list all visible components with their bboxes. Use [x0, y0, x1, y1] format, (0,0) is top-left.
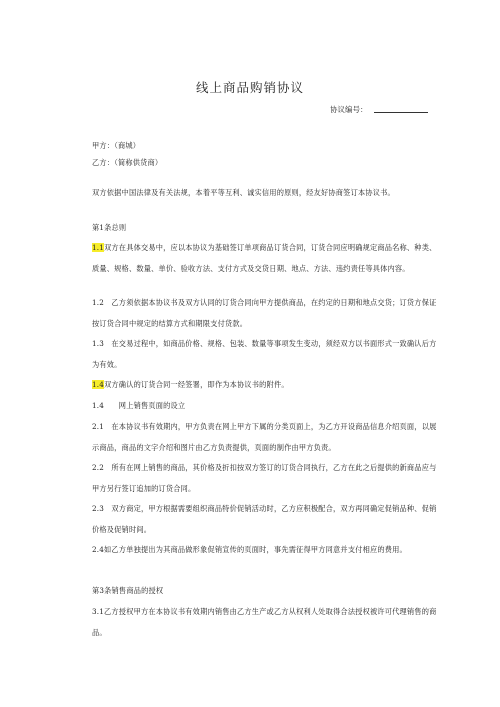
clause-2-2: 2.2 所有在网上销售的商品，其价格及折扣按双方签订的订货合同执行，乙方在此之后提供的新商品应与甲方另行签订追加的订货合同。: [92, 463, 437, 493]
clause-1-1-number: 1.1: [92, 243, 105, 252]
clause-3-1: 3.1乙方授权甲方在本协议书有效期内销售由乙方生产或乙方从权利人处取得合法授权被许可代理销售的商品。: [92, 607, 437, 637]
clause-1-2: 1.2 乙方须依据本协议书及双方认同的订货合同向甲方提供商品，在约定的日期和地点交货；订货方保证按订货合同中规定的结算方式和期限支付货款。: [92, 298, 437, 328]
clause-1-1: [92, 238, 437, 279]
contract-number: [330, 104, 428, 115]
article-1-title: 第1条总则: [92, 223, 127, 232]
party-b: 乙方：（简称供货商）: [92, 158, 163, 167]
clause-1-3: 1.3 在交易过程中，如商品价格、规格、包装、数量等事项发生变动，须经双方以书面形式一致确认后方为有效。: [92, 339, 437, 369]
clause-2-1: 2.1 在本协议书有效期内，甲方负责在网上甲方下属的分类页面上，为乙方开设商品信息介绍页面，以展示商品，商品的文字介绍和图片由乙方负责提供，页面的制作由甲方负责。: [92, 422, 437, 452]
intro-paragraph: 双方依据中国法律及有关法规，本着平等互利、诚实信用的原则，经友好协商签订本协议书。: [92, 188, 395, 197]
clause-1-4-heading: 1.4 网上销售页面的设立: [92, 401, 186, 410]
clause-1-4-number: 1.4: [92, 380, 105, 389]
clause-2-3: 2.3 双方商定，甲方根据需要组织商品特价促销活动时，乙方应积极配合，双方再同确定促销品种、促销价格及促销时间。: [92, 504, 437, 534]
party-a: 甲方：（商城）: [92, 141, 141, 150]
clause-2-4: 2.4如乙方单独提出为其商品做形象促销宣传的页面时，事先需征得甲方同意并支付相应的费用。: [92, 545, 407, 554]
clause-1-4: [92, 375, 437, 396]
clause-1-1-text: 双方在具体交易中，应以本协议为基础签订单项商品订货合同，订货合同应明确规定商品名称、种类、质量、规格、数量、单价、验收方法、支付方式及交货日期、地点、方法、违约责任等具体内容。: [92, 243, 437, 273]
page-title: 线上商品购销协议: [195, 80, 304, 95]
contract-number-blank: [374, 105, 428, 113]
contract-number-label: 协议编号：: [330, 105, 368, 114]
article-3-title: 第3条销售商品的授权: [92, 586, 164, 595]
clause-1-4-text: 双方确认的订货合同一经签署，即作为本协议书的附件。: [104, 380, 289, 389]
